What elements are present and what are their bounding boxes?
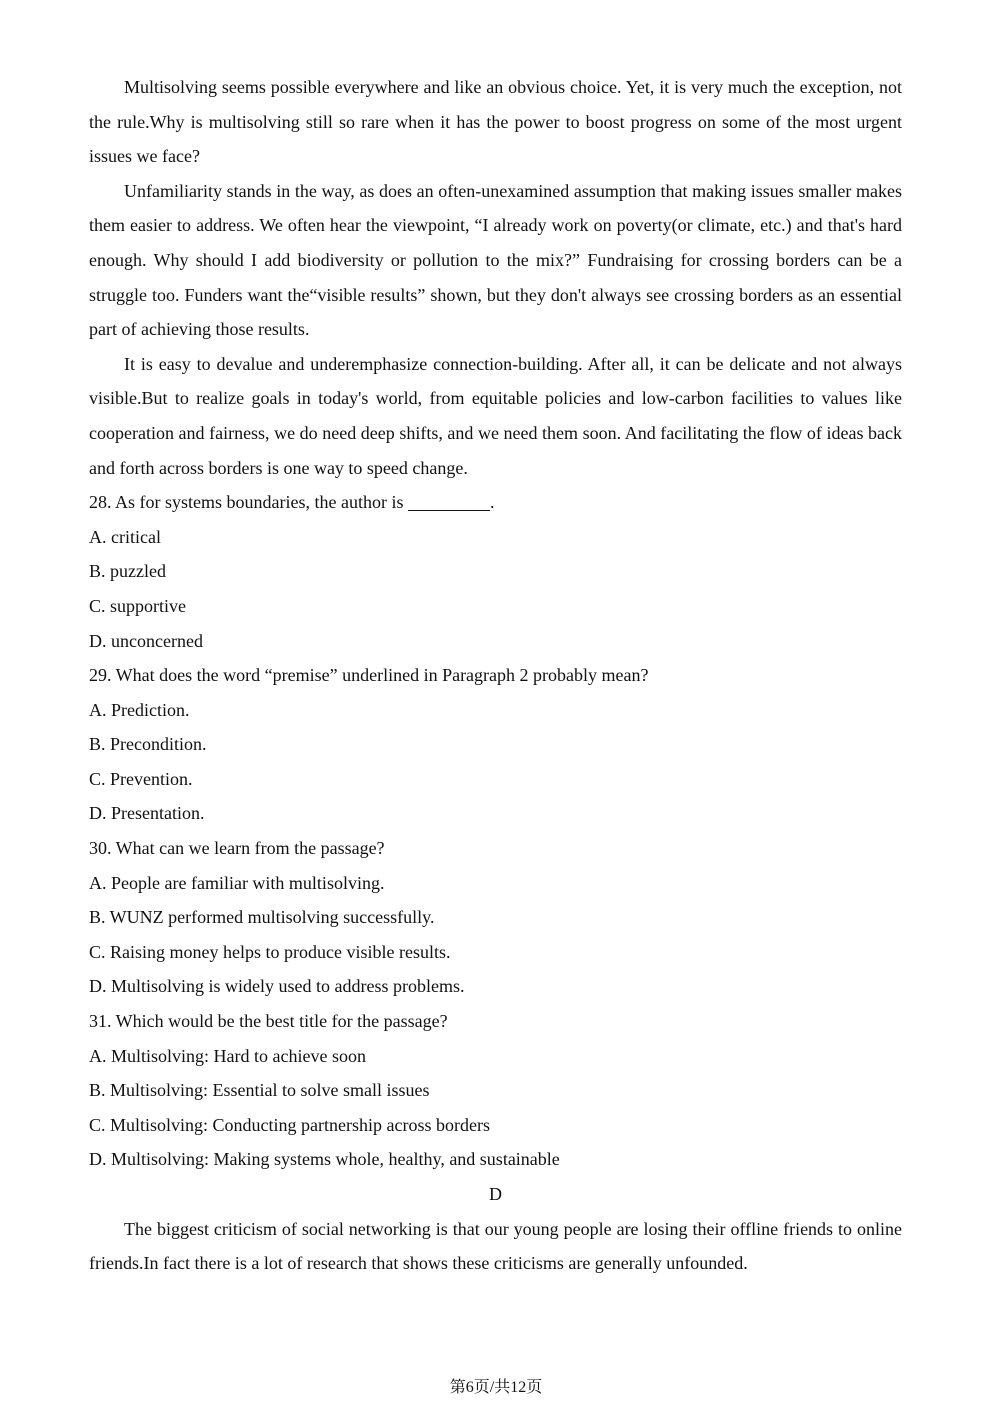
question-stem-end: .: [489, 492, 495, 513]
question-stem: [89, 485, 902, 520]
option-d: D. unconcerned: [89, 630, 203, 651]
paragraph-multisolving-rare: Multisolving seems possible everywhere and like an obvious choice. Yet, it is very much the exception, not the rule.Why is multisolving still so rare when it has the power to boost progress on some of the most urgent issues we face?: [89, 77, 902, 167]
option-d: D. Presentation.: [89, 803, 205, 824]
answer-blank: [408, 492, 490, 511]
question-30: [89, 831, 902, 1004]
option-c: C. Raising money helps to produce visible results.: [89, 941, 451, 962]
option-c: C. supportive: [89, 595, 186, 616]
option-b: B. puzzled: [89, 561, 166, 582]
question-stem: 31. Which would be the best title for the passage?: [89, 1011, 448, 1032]
option-b: B. WUNZ performed multisolving successfully.: [89, 907, 435, 928]
paragraph-connection-building: It is easy to devalue and underemphasize connection-building. After all, it can be delicate and not always visible.But to realize goals in today's world, from equitable policies and low-carbon facilities to values like cooperation and fairness, we do need deep shifts, and we need them soon. And facilitating the flow of ideas back and forth across borders is one way to speed change.: [89, 353, 902, 478]
page-number-footer: 第6页/共12页: [449, 1379, 543, 1396]
paragraph-unfamiliarity: Unfamiliarity stands in the way, as does an often-unexamined assumption that making issues smaller makes them easier to address. We often hear the viewpoint, “I already work on poverty(or climate, etc.) and that's hard enough. Why should I add biodiversity or pollution to the mix?” Fundraising for crossing borders can be a struggle too. Funders want the“visible results” shown, but they don't always see crossing borders as an essential part of achieving those results.: [89, 180, 902, 340]
question-stem: 29. What does the word “premise” underlined in Paragraph 2 probably mean?: [89, 665, 649, 686]
option-a: A. critical: [89, 526, 161, 547]
question-29: [89, 658, 902, 831]
question-28: [89, 485, 902, 658]
question-stem: 30. What can we learn from the passage?: [89, 838, 385, 859]
paragraph-social-networking: The biggest criticism of social networking is that our young people are losing their offline friends to online friends.In fact there is a lot of research that shows these criticisms are generally unfounded.: [89, 1218, 902, 1274]
option-c: C. Prevention.: [89, 768, 193, 789]
option-d: D. Multisolving is widely used to address problems.: [89, 976, 465, 997]
document-body: [89, 70, 902, 1281]
option-d: D. Multisolving: Making systems whole, healthy, and sustainable: [89, 1149, 560, 1170]
question-31: [89, 1004, 902, 1177]
option-a: A. Prediction.: [89, 699, 190, 720]
section-heading-d: D: [489, 1184, 502, 1204]
option-b: B. Multisolving: Essential to solve small issues: [89, 1080, 430, 1101]
option-b: B. Precondition.: [89, 734, 207, 755]
option-a: A. Multisolving: Hard to achieve soon: [89, 1045, 366, 1066]
question-stem-text: 28. As for systems boundaries, the author is: [89, 492, 408, 513]
option-c: C. Multisolving: Conducting partnership across borders: [89, 1114, 490, 1135]
option-a: A. People are familiar with multisolving.: [89, 872, 385, 893]
